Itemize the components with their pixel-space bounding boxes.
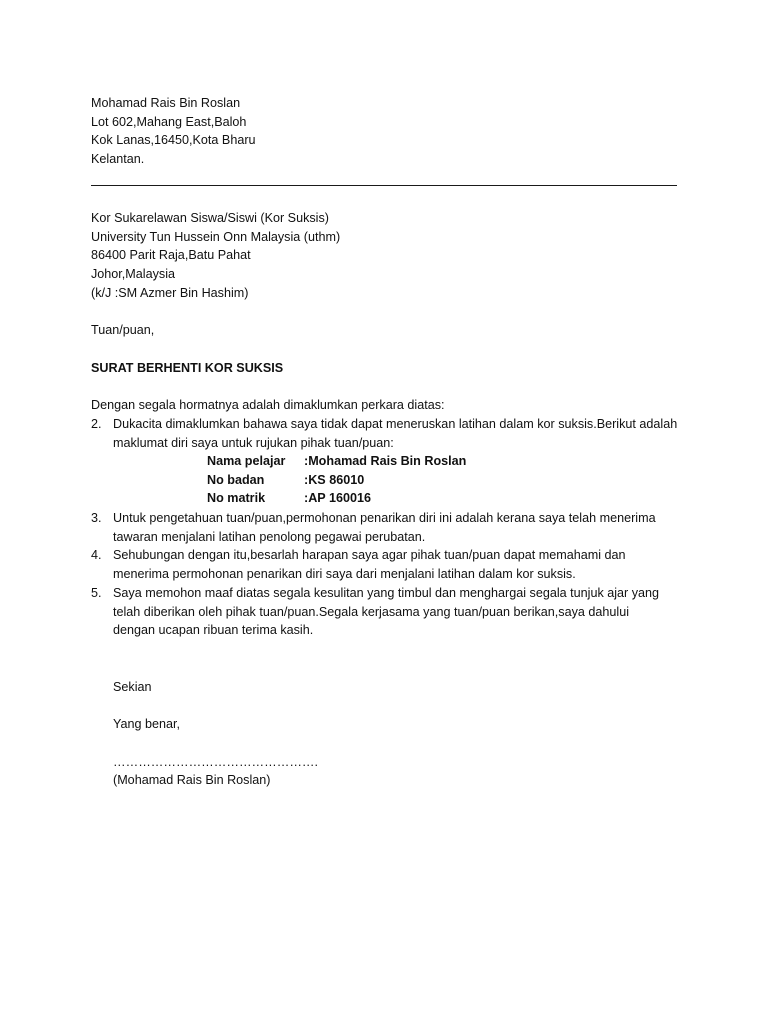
subject-heading: SURAT BERHENTI KOR SUKSIS — [91, 361, 284, 375]
matric-number-label: No matrik — [207, 491, 266, 505]
salutation: Tuan/puan, — [91, 323, 155, 337]
badge-number-value: :KS 86010 — [304, 473, 365, 487]
badge-number-label: No badan — [207, 473, 265, 487]
point-5-line2: telah diberikan oleh pihak tuan/puan.Segala kerjasama yang tuan/puan berikan,saya dahului — [113, 605, 630, 619]
sender-address-line1: Lot 602,Mahang East,Baloh — [91, 115, 247, 129]
sender-name: Mohamad Rais Bin Roslan — [91, 96, 241, 110]
point-5-line1: Saya memohon maaf diatas segala kesulitan yang timbul dan menghargai segala tunjuk ajar yang — [113, 586, 660, 600]
recipient-line4: Johor,Malaysia — [91, 267, 175, 281]
point-4-line2: menerima permohonan penarikan diri saya dari menjalani latihan dalam kor suksis. — [113, 567, 576, 581]
sender-address-line3: Kelantan. — [91, 152, 145, 166]
header-divider — [91, 185, 677, 186]
student-name-label: Nama pelajar — [207, 454, 286, 468]
point-3-number: 3. — [91, 511, 102, 525]
closing-yang-benar: Yang benar, — [113, 717, 180, 731]
closing-sekian: Sekian — [113, 680, 152, 694]
recipient-line3: 86400 Parit Raja,Batu Pahat — [91, 248, 251, 262]
recipient-line2: University Tun Hussein Onn Malaysia (uthm) — [91, 230, 341, 244]
opening-line: Dengan segala hormatnya adalah dimaklumkan perkara diatas: — [91, 398, 445, 412]
recipient-line5: (k/J :SM Azmer Bin Hashim) — [91, 286, 249, 300]
point-4-number: 4. — [91, 548, 102, 562]
recipient-line1: Kor Sukarelawan Siswa/Siswi (Kor Suksis) — [91, 211, 329, 225]
point-3-line2: tawaran menjalani latihan penolong pegawai perubatan. — [113, 530, 426, 544]
matric-number-value: :AP 160016 — [304, 491, 371, 505]
point-5-line3: dengan ucapan ribuan terima kasih. — [113, 623, 314, 637]
sender-address-line2: Kok Lanas,16450,Kota Bharu — [91, 133, 256, 147]
point-2-line2: maklumat diri saya untuk rujukan pihak tuan/puan: — [113, 436, 394, 450]
signature-name: (Mohamad Rais Bin Roslan) — [113, 773, 271, 787]
signature-line: …………………………………………. — [113, 755, 318, 769]
point-4-line1: Sehubungan dengan itu,besarlah harapan saya agar pihak tuan/puan dapat memahami dan — [113, 548, 626, 562]
point-2-number: 2. — [91, 417, 102, 431]
point-3-line1: Untuk pengetahuan tuan/puan,permohonan penarikan diri ini adalah kerana saya telah menerima — [113, 511, 656, 525]
student-name-value: :Mohamad Rais Bin Roslan — [304, 454, 467, 468]
point-2-line1: Dukacita dimaklumkan bahawa saya tidak dapat meneruskan latihan dalam kor suksis.Berikut adalah — [113, 417, 678, 431]
point-5-number: 5. — [91, 586, 102, 600]
